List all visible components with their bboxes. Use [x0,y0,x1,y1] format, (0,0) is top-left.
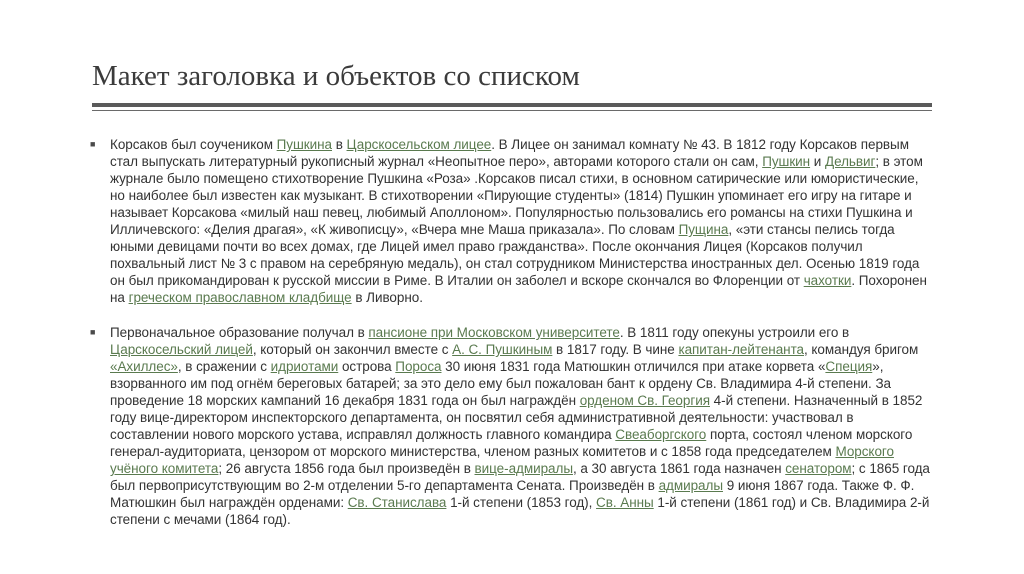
paragraph-text-run: . В Лицее он занимал комнату № 43. В 1812 году Корсаков первым стал выпускать литературный рукописный журнал «Неопытное перо», авторами которого стали он сам, [110,137,909,169]
paragraph-text [110,325,930,527]
title-underline-thick [92,103,932,107]
paragraph-text-run: Корсаков был соучеником [110,137,277,152]
paragraph-text-run: , командуя бригом [804,342,919,357]
hyperlink[interactable]: Специя [825,359,873,374]
hyperlink[interactable]: чахотки [803,273,852,288]
square-bullet-icon: ■ [90,327,96,337]
hyperlink[interactable]: «Ахиллес» [110,359,178,374]
list-item [88,324,930,528]
square-bullet-icon: ■ [90,139,96,149]
paragraph-text-run: , в сражении с [177,359,271,374]
paragraph-text-run: , который он закончил вместе с [252,342,453,357]
hyperlink[interactable]: греческом православном кладбище [128,290,352,305]
hyperlink[interactable]: Пушкина [276,137,332,152]
paragraph-text [110,137,927,305]
hyperlink[interactable]: орденом Св. Георгия [579,393,710,408]
paragraph-text-run: порта, состоял членом морского генерал-аудиториата, цензором от морского министерства, членом разных комитетов и с 1858 года председателем [110,427,913,459]
hyperlink[interactable]: Свеаборгского [615,427,707,442]
list-item [88,136,930,306]
hyperlink[interactable]: Морского учёного комитета [110,444,894,476]
hyperlink[interactable]: Св. Анны [596,495,654,510]
hyperlink[interactable]: Пущина [678,222,729,237]
paragraph-text-run: в 1817 году. В чине [552,342,679,357]
hyperlink[interactable]: идриотами [270,359,339,374]
paragraph-text-run: 1-й степени (1861 год) и Св. Владимира 2-й степени с мечами (1864 год). [110,495,930,527]
hyperlink[interactable]: капитан-лейтенанта [678,342,805,357]
hyperlink[interactable]: Царскосельском лицее [346,137,492,152]
hyperlink[interactable]: Дельвиг [824,154,876,169]
paragraph-text-run: острова [338,359,396,374]
paragraph-text-run: , «эти стансы пелись тогда юными девицами почти во всех домах, где Лицей имел право гражданства». После окончания Лицея (Корсаков получил похвальный лист № 3 с правом на серебряную медаль), он стал сотрудником Министерства иностранных дел. Осенью 1819 года он был прикомандирован к русской миссии в Риме. В Италии он заболел и вскоре скончался во Флоренции от [110,222,920,288]
paragraph-text-run: 1-й степени (1853 год), [446,495,597,510]
paragraph-text-run: . Похоронен на [110,273,927,305]
hyperlink[interactable]: А. С. Пушкиным [452,342,553,357]
hyperlink[interactable]: Св. Станислава [347,495,447,510]
paragraph-text-run: . В 1811 году опекуны устроили его в [619,325,850,340]
bullet-list [88,136,930,546]
paragraph-text-run: в Ливорно. [351,290,423,305]
slide-title: Макет заголовка и объектов со списком [92,60,580,92]
hyperlink[interactable]: Пороса [395,359,442,374]
paragraph-text-run: ; в этом журнале было помещено стихотворение Пушкина «Роза» .Корсаков писал стихи, в основном сатирические или юмористические, но наиболее был известен как музыкант. В стихотворении «Пирующие студенты» (1814) Пушкин упоминает его игру на гитаре и называет Корсакова «милый наш певец, любимый Аполлоном». Популярностью пользовались его романсы на стихи Пушкина и Илличевского: «Делия драгая», «К живописцу», «Вчера мне Маша приказала». По словам [110,154,923,237]
hyperlink[interactable]: Пушкин [762,154,811,169]
title-underline-thin [92,110,932,111]
paragraph-text-run: 30 июня 1831 года Матюшкин отличился при атаке корвета « [441,359,826,374]
paragraph-text-run: ; 26 августа 1856 года был произведён в [218,461,475,476]
paragraph-text-run: ; с 1865 года был первоприсутствующим во 2-м отделении 5-го департамента Сената. Произведён в [110,461,930,493]
hyperlink[interactable]: сенатором [785,461,852,476]
paragraph-text-run: 9 июня 1867 года. Также Ф. Ф. Матюшкин был награждён орденами: [110,478,915,510]
paragraph-text-run: », взорванного им под огнём береговых батарей; за это дело ему был пожалован бант к ордену Св. Владимира 4-й степени. За проведение 18 морских кампаний 16 декабря 1831 года он был награждён [110,359,892,408]
paragraph-text-run: Первоначальное образование получал в [110,325,369,340]
paragraph-text-run: 4-й степени. Назначенный в 1852 году вице-директором инспекторского департамента, он посвятил себя административной деятельности: участвовал в составлении нового морского устава, исправлял должность главного командира [110,393,923,442]
hyperlink[interactable]: Царскосельский лицей [110,342,253,357]
hyperlink[interactable]: вице-адмиралы [474,461,573,476]
hyperlink[interactable]: пансионе при Московском университете [368,325,620,340]
paragraph-text-run: , а 30 августа 1861 года назначен [572,461,786,476]
paragraph-text-run: в [332,137,347,152]
paragraph-text-run: и [810,154,825,169]
hyperlink[interactable]: адмиралы [658,478,723,493]
